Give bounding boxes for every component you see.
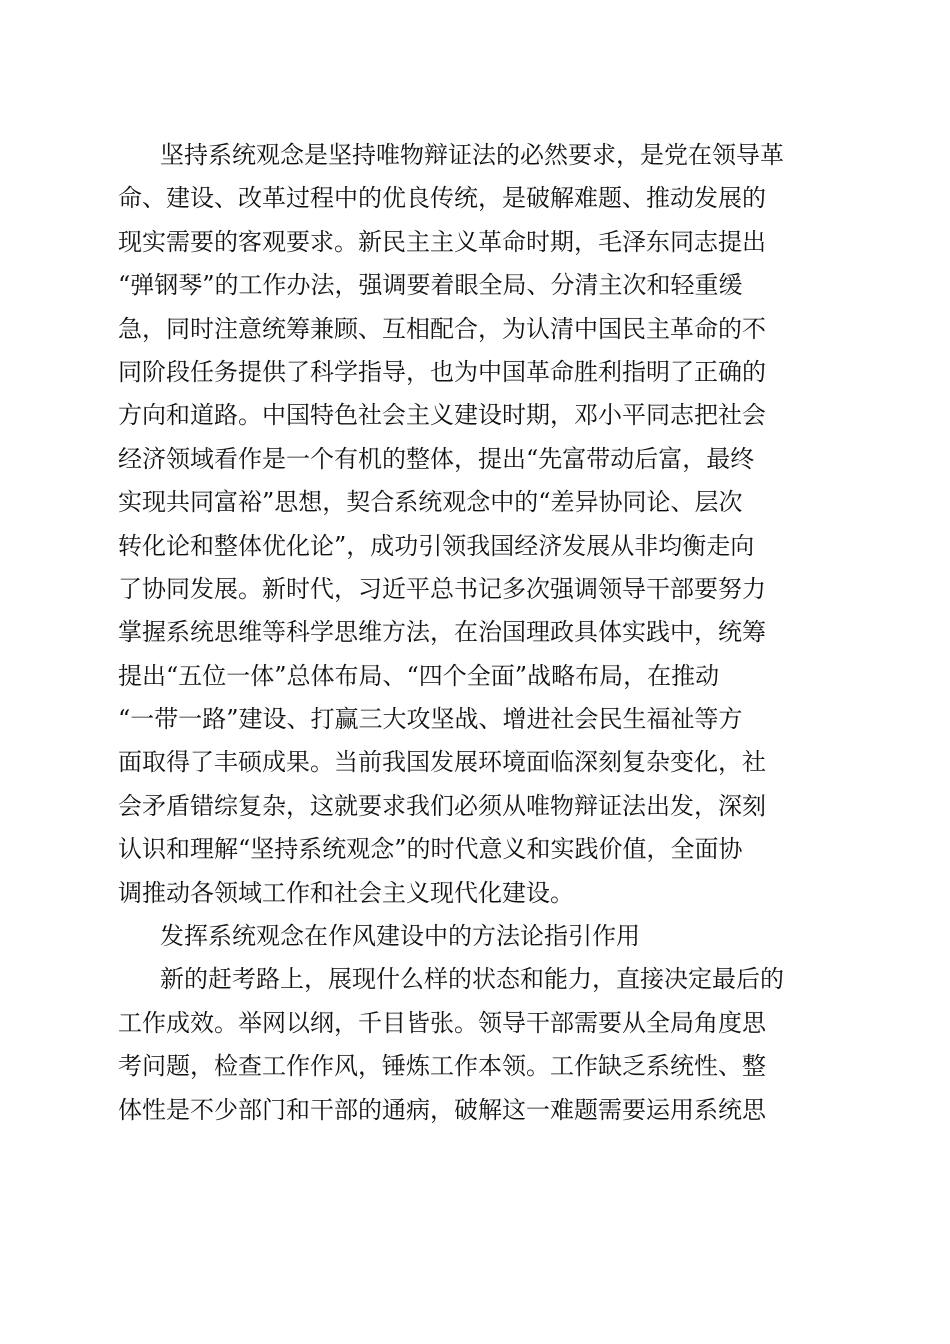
paragraph-1-line: “弹钢琴”的工作办法，强调要着眼全局、分清主次和轻重缓 xyxy=(118,271,743,300)
paragraph-1-line: 急，同时注意统筹兼顾、互相配合，为认清中国民主革命的不 xyxy=(118,314,766,343)
paragraph-1-line: 转化论和整体优化论”，成功引领我国经济发展从非均衡走向 xyxy=(118,531,755,560)
paragraph-1-line: 会矛盾错综复杂，这就要求我们必须从唯物辩证法出发，深刻 xyxy=(118,791,766,820)
section-heading: 发挥系统观念在作风建设中的方法论指引作用 xyxy=(160,922,640,951)
paragraph-1-line: 面取得了丰硕成果。当前我国发展环境面临深刻复杂变化，社 xyxy=(118,748,766,777)
paragraph-1-line: 经济领域看作是一个有机的整体，提出“先富带动后富，最终 xyxy=(118,444,755,473)
paragraph-1-line: 同阶段任务提供了科学指导，也为中国革命胜利指明了正确的 xyxy=(118,357,766,386)
paragraph-1-line: 提出“五位一体”总体布局、“四个全面”战略布局，在推动 xyxy=(118,661,720,690)
paragraph-1-line: 掌握系统思维等科学思维方法，在治国理政具体实践中，统筹 xyxy=(118,618,766,647)
paragraph-1-line: 现实需要的客观要求。新民主主义革命时期，毛泽东同志提出 xyxy=(118,227,766,256)
paragraph-1-line: 方向和道路。中国特色社会主义建设时期，邓小平同志把社会 xyxy=(118,401,766,430)
paragraph-1-line: 了协同发展。新时代，习近平总书记多次强调领导干部要努力 xyxy=(118,574,766,603)
document-body xyxy=(118,134,830,1132)
paragraph-2-line: 工作成效。举网以纲，千目皆张。领导干部需要从全局角度思 xyxy=(118,1008,766,1037)
paragraph-1-line: 调推动各领域工作和社会主义现代化建设。 xyxy=(118,878,574,907)
paragraph-2-line: 体性是不少部门和干部的通病，破解这一难题需要运用系统思 xyxy=(118,1095,766,1124)
paragraph-1-line: 命、建设、改革过程中的优良传统，是破解难题、推动发展的 xyxy=(118,184,766,213)
paragraph-1-line: 认识和理解“坚持系统观念”的时代意义和实践价值，全面协 xyxy=(118,835,743,864)
paragraph-1-line: 坚持系统观念是坚持唯物辩证法的必然要求，是党在领导革 xyxy=(160,141,784,169)
paragraph-2-line: 考问题，检查工作作风，锤炼工作本领。工作缺乏系统性、整 xyxy=(118,1052,766,1081)
paragraph-1-line: 实现共同富裕”思想，契合系统观念中的“差异协同论、层次 xyxy=(118,488,743,517)
paragraph-1-line: “一带一路”建设、打赢三大攻坚战、增进社会民生福祉等方 xyxy=(118,705,743,734)
paragraph-2-line: 新的赶考路上，展现什么样的状态和能力，直接决定最后的 xyxy=(160,965,784,994)
